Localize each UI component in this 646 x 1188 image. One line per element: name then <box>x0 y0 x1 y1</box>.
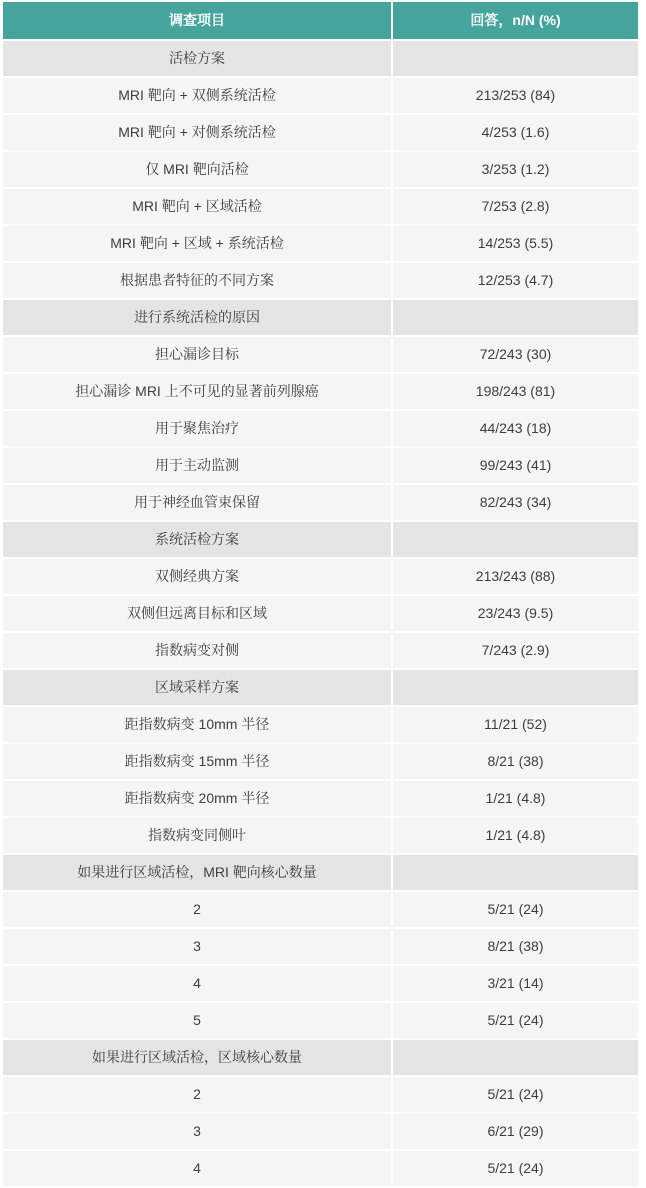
header-cell-response: 回答，n/N (%) <box>393 2 638 39</box>
item-cell: 用于聚焦治疗 <box>3 411 391 446</box>
table-row <box>3 1151 638 1186</box>
item-cell: 2 <box>3 1077 391 1112</box>
item-cell: 双侧经典方案 <box>3 559 391 594</box>
table-row <box>3 226 638 261</box>
section-row <box>3 855 638 890</box>
table-row <box>3 633 638 668</box>
value-cell: 5/21 (24) <box>393 892 638 927</box>
table-row <box>3 189 638 224</box>
header-cell-survey-item: 调查项目 <box>3 2 391 39</box>
value-cell: 72/243 (30) <box>393 337 638 372</box>
table-row <box>3 781 638 816</box>
table-row <box>3 152 638 187</box>
table-row <box>3 892 638 927</box>
item-cell: 3 <box>3 1114 391 1149</box>
table-row <box>3 411 638 446</box>
section-empty-cell <box>393 855 638 890</box>
section-row <box>3 670 638 705</box>
item-cell: 4 <box>3 1151 391 1186</box>
item-cell: 担心漏诊目标 <box>3 337 391 372</box>
value-cell: 11/21 (52) <box>393 707 638 742</box>
item-cell: 指数病变对侧 <box>3 633 391 668</box>
value-cell: 82/243 (34) <box>393 485 638 520</box>
value-cell: 3/253 (1.2) <box>393 152 638 187</box>
value-cell: 6/21 (29) <box>393 1114 638 1149</box>
item-cell: MRI 靶向 + 双侧系统活检 <box>3 78 391 113</box>
table-row <box>3 707 638 742</box>
section-empty-cell <box>393 300 638 335</box>
value-cell: 5/21 (24) <box>393 1151 638 1186</box>
table-row <box>3 744 638 779</box>
section-row <box>3 522 638 557</box>
value-cell: 8/21 (38) <box>393 744 638 779</box>
item-cell: 担心漏诊 MRI 上不可见的显著前列腺癌 <box>3 374 391 409</box>
section-empty-cell <box>393 522 638 557</box>
value-cell: 8/21 (38) <box>393 929 638 964</box>
item-cell: 用于神经血管束保留 <box>3 485 391 520</box>
table-row <box>3 337 638 372</box>
value-cell: 5/21 (24) <box>393 1003 638 1038</box>
section-row <box>3 1040 638 1075</box>
section-row <box>3 41 638 76</box>
value-cell: 5/21 (24) <box>393 1077 638 1112</box>
value-cell: 23/243 (9.5) <box>393 596 638 631</box>
table-row <box>3 263 638 298</box>
value-cell: 99/243 (41) <box>393 448 638 483</box>
table-row <box>3 78 638 113</box>
section-row <box>3 300 638 335</box>
section-empty-cell <box>393 1040 638 1075</box>
table-row <box>3 818 638 853</box>
section-label: 如果进行区域活检，MRI 靶向核心数量 <box>3 855 391 890</box>
table-row <box>3 485 638 520</box>
item-cell: 根据患者特征的不同方案 <box>3 263 391 298</box>
item-cell: 距指数病变 10mm 半径 <box>3 707 391 742</box>
section-label: 进行系统活检的原因 <box>3 300 391 335</box>
table-row <box>3 966 638 1001</box>
section-label: 系统活检方案 <box>3 522 391 557</box>
item-cell: 4 <box>3 966 391 1001</box>
item-cell: MRI 靶向 + 对侧系统活检 <box>3 115 391 150</box>
table-row <box>3 115 638 150</box>
item-cell: 仅 MRI 靶向活检 <box>3 152 391 187</box>
value-cell: 3/21 (14) <box>393 966 638 1001</box>
item-cell: MRI 靶向 + 区域 + 系统活检 <box>3 226 391 261</box>
item-cell: 3 <box>3 929 391 964</box>
item-cell: 用于主动监测 <box>3 448 391 483</box>
value-cell: 198/243 (81) <box>393 374 638 409</box>
table-row <box>3 1003 638 1038</box>
value-cell: 213/253 (84) <box>393 78 638 113</box>
section-label: 活检方案 <box>3 41 391 76</box>
section-label: 区域采样方案 <box>3 670 391 705</box>
table-row <box>3 1114 638 1149</box>
value-cell: 1/21 (4.8) <box>393 818 638 853</box>
item-cell: 双侧但远离目标和区域 <box>3 596 391 631</box>
table-row <box>3 448 638 483</box>
item-cell: MRI 靶向 + 区域活检 <box>3 189 391 224</box>
table-row <box>3 1077 638 1112</box>
table-row <box>3 596 638 631</box>
table-row <box>3 374 638 409</box>
item-cell: 距指数病变 20mm 半径 <box>3 781 391 816</box>
table-body <box>3 41 638 1186</box>
value-cell: 44/243 (18) <box>393 411 638 446</box>
value-cell: 4/253 (1.6) <box>393 115 638 150</box>
value-cell: 14/253 (5.5) <box>393 226 638 261</box>
item-cell: 距指数病变 15mm 半径 <box>3 744 391 779</box>
value-cell: 12/253 (4.7) <box>393 263 638 298</box>
table-row <box>3 559 638 594</box>
table-row <box>3 929 638 964</box>
item-cell: 5 <box>3 1003 391 1038</box>
value-cell: 7/243 (2.9) <box>393 633 638 668</box>
value-cell: 213/243 (88) <box>393 559 638 594</box>
value-cell: 1/21 (4.8) <box>393 781 638 816</box>
value-cell: 7/253 (2.8) <box>393 189 638 224</box>
section-empty-cell <box>393 670 638 705</box>
survey-table <box>3 2 638 1188</box>
item-cell: 指数病变同侧叶 <box>3 818 391 853</box>
section-empty-cell <box>393 41 638 76</box>
table-header-row <box>3 2 638 39</box>
item-cell: 2 <box>3 892 391 927</box>
section-label: 如果进行区域活检，区域核心数量 <box>3 1040 391 1075</box>
